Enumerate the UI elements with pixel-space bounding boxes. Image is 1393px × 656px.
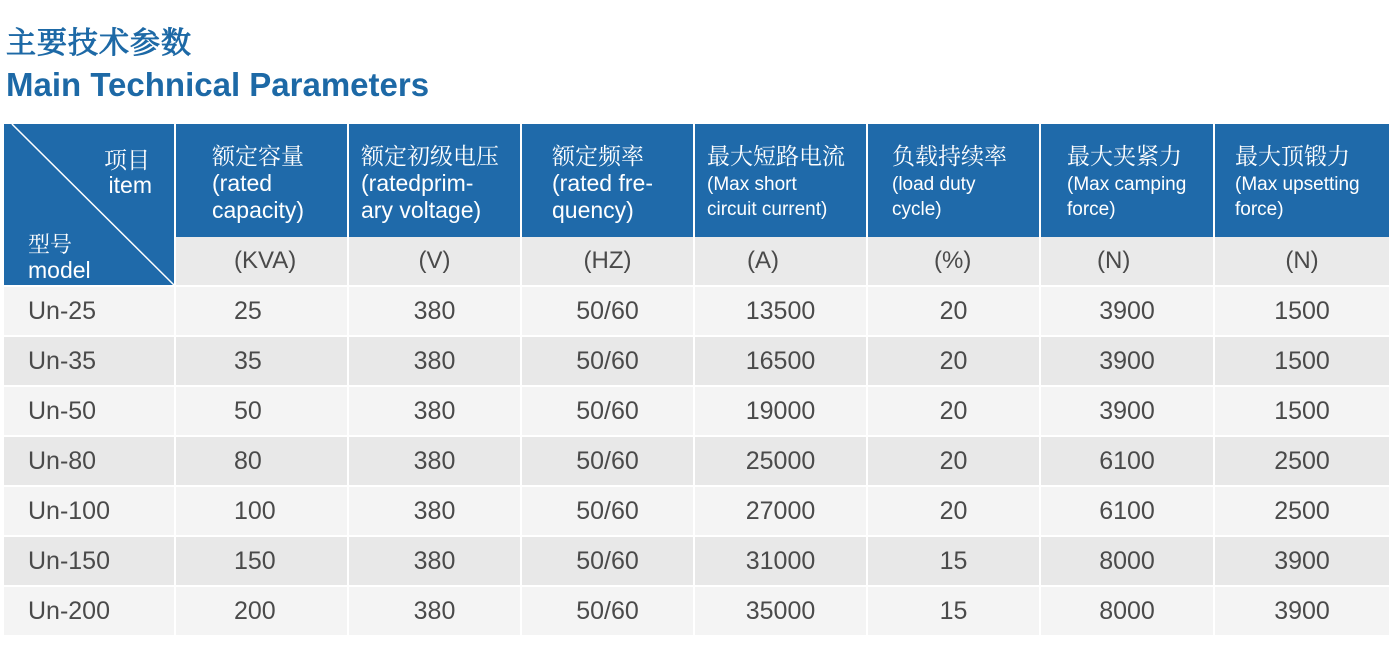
value-cell: 6100 [1041,435,1215,485]
model-cell: Un-50 [4,385,176,435]
table-row [4,285,1389,335]
unit-cell: (N) [1215,237,1389,285]
value-cell: 31000 [695,535,868,585]
value-cell: 20 [868,435,1041,485]
value-cell: 15 [868,535,1041,585]
value-cell: 27000 [695,485,868,535]
value-cell: 20 [868,335,1041,385]
unit-cell: (A) [695,237,868,285]
header-max-upsetting-force [1215,124,1389,237]
value-cell: 50/60 [522,585,695,635]
value-cell: 20 [868,485,1041,535]
table-row [4,435,1389,485]
units-row [4,237,1389,285]
header-cn: 负载持续率 [892,144,1007,170]
unit-cell: (V) [349,237,522,285]
value-cell: 380 [349,535,522,585]
value-cell: 50/60 [522,485,695,535]
value-cell: 100 [176,485,349,535]
header-rated-frequency [522,124,695,237]
unit-cell: (KVA) [176,237,349,285]
value-cell: 1500 [1215,385,1389,435]
value-cell: 35 [176,335,349,385]
header-max-short-circuit-current [695,124,868,237]
model-cell: Un-80 [4,435,176,485]
header-load-duty-cycle [868,124,1041,237]
header-en: (rated fre- quency) [552,170,653,223]
header-en: (Max short circuit current) [707,174,828,220]
value-cell: 35000 [695,585,868,635]
value-cell: 1500 [1215,335,1389,385]
model-cell: Un-25 [4,285,176,335]
header-en: (Max camping force) [1067,174,1187,220]
corner-item-en: item [108,172,152,198]
corner-model-en: model [28,257,91,283]
value-cell: 6100 [1041,485,1215,535]
value-cell: 20 [868,385,1041,435]
value-cell: 380 [349,585,522,635]
value-cell: 150 [176,535,349,585]
value-cell: 380 [349,385,522,435]
table-row [4,535,1389,585]
header-cn: 最大夹紧力 [1067,144,1182,170]
value-cell: 20 [868,285,1041,335]
value-cell: 50/60 [522,335,695,385]
value-cell: 380 [349,485,522,535]
value-cell: 3900 [1215,535,1389,585]
value-cell: 80 [176,435,349,485]
value-cell: 16500 [695,335,868,385]
value-cell: 1500 [1215,285,1389,335]
value-cell: 200 [176,585,349,635]
value-cell: 2500 [1215,435,1389,485]
model-cell: Un-200 [4,585,176,635]
header-en: (ratedprim- ary voltage) [361,170,482,223]
header-row [4,124,1389,237]
value-cell: 380 [349,285,522,335]
value-cell: 8000 [1041,585,1215,635]
model-cell: Un-100 [4,485,176,535]
value-cell: 15 [868,585,1041,635]
unit-cell: (%) [868,237,1041,285]
header-en: (Max upsetting force) [1235,174,1360,220]
value-cell: 50/60 [522,285,695,335]
page-title-en: Main Technical Parameters [6,66,430,103]
value-cell: 2500 [1215,485,1389,535]
table-row [4,335,1389,385]
value-cell: 380 [349,335,522,385]
value-cell: 8000 [1041,535,1215,585]
corner-item-cn: 项目 [104,148,150,174]
unit-cell: (N) [1041,237,1215,285]
value-cell: 50/60 [522,535,695,585]
value-cell: 50/60 [522,435,695,485]
unit-cell: (HZ) [522,237,695,285]
header-max-clamping-force [1041,124,1215,237]
value-cell: 3900 [1041,335,1215,385]
table-row [4,485,1389,535]
value-cell: 50 [176,385,349,435]
value-cell: 50/60 [522,385,695,435]
header-cn: 额定初级电压 [361,144,499,170]
header-rated-voltage [349,124,522,237]
parameters-table [4,124,1389,635]
table-row [4,585,1389,635]
header-cn: 额定容量 [212,144,304,170]
corner-cell [4,124,176,285]
corner-model-cn: 型号 [28,233,73,258]
value-cell: 19000 [695,385,868,435]
value-cell: 3900 [1041,285,1215,335]
value-cell: 13500 [695,285,868,335]
table-row [4,385,1389,435]
value-cell: 380 [349,435,522,485]
page-title-cn: 主要技术参数 [6,26,192,61]
value-cell: 3900 [1041,385,1215,435]
header-cn: 最大短路电流 [707,144,845,170]
value-cell: 25 [176,285,349,335]
model-cell: Un-35 [4,335,176,385]
value-cell: 3900 [1215,585,1389,635]
header-en: (load duty cycle) [892,174,976,220]
header-rated-capacity [176,124,349,237]
value-cell: 25000 [695,435,868,485]
header-en: (rated capacity) [212,170,305,223]
header-cn: 最大顶锻力 [1235,144,1350,170]
model-cell: Un-150 [4,535,176,585]
header-cn: 额定频率 [552,144,644,170]
